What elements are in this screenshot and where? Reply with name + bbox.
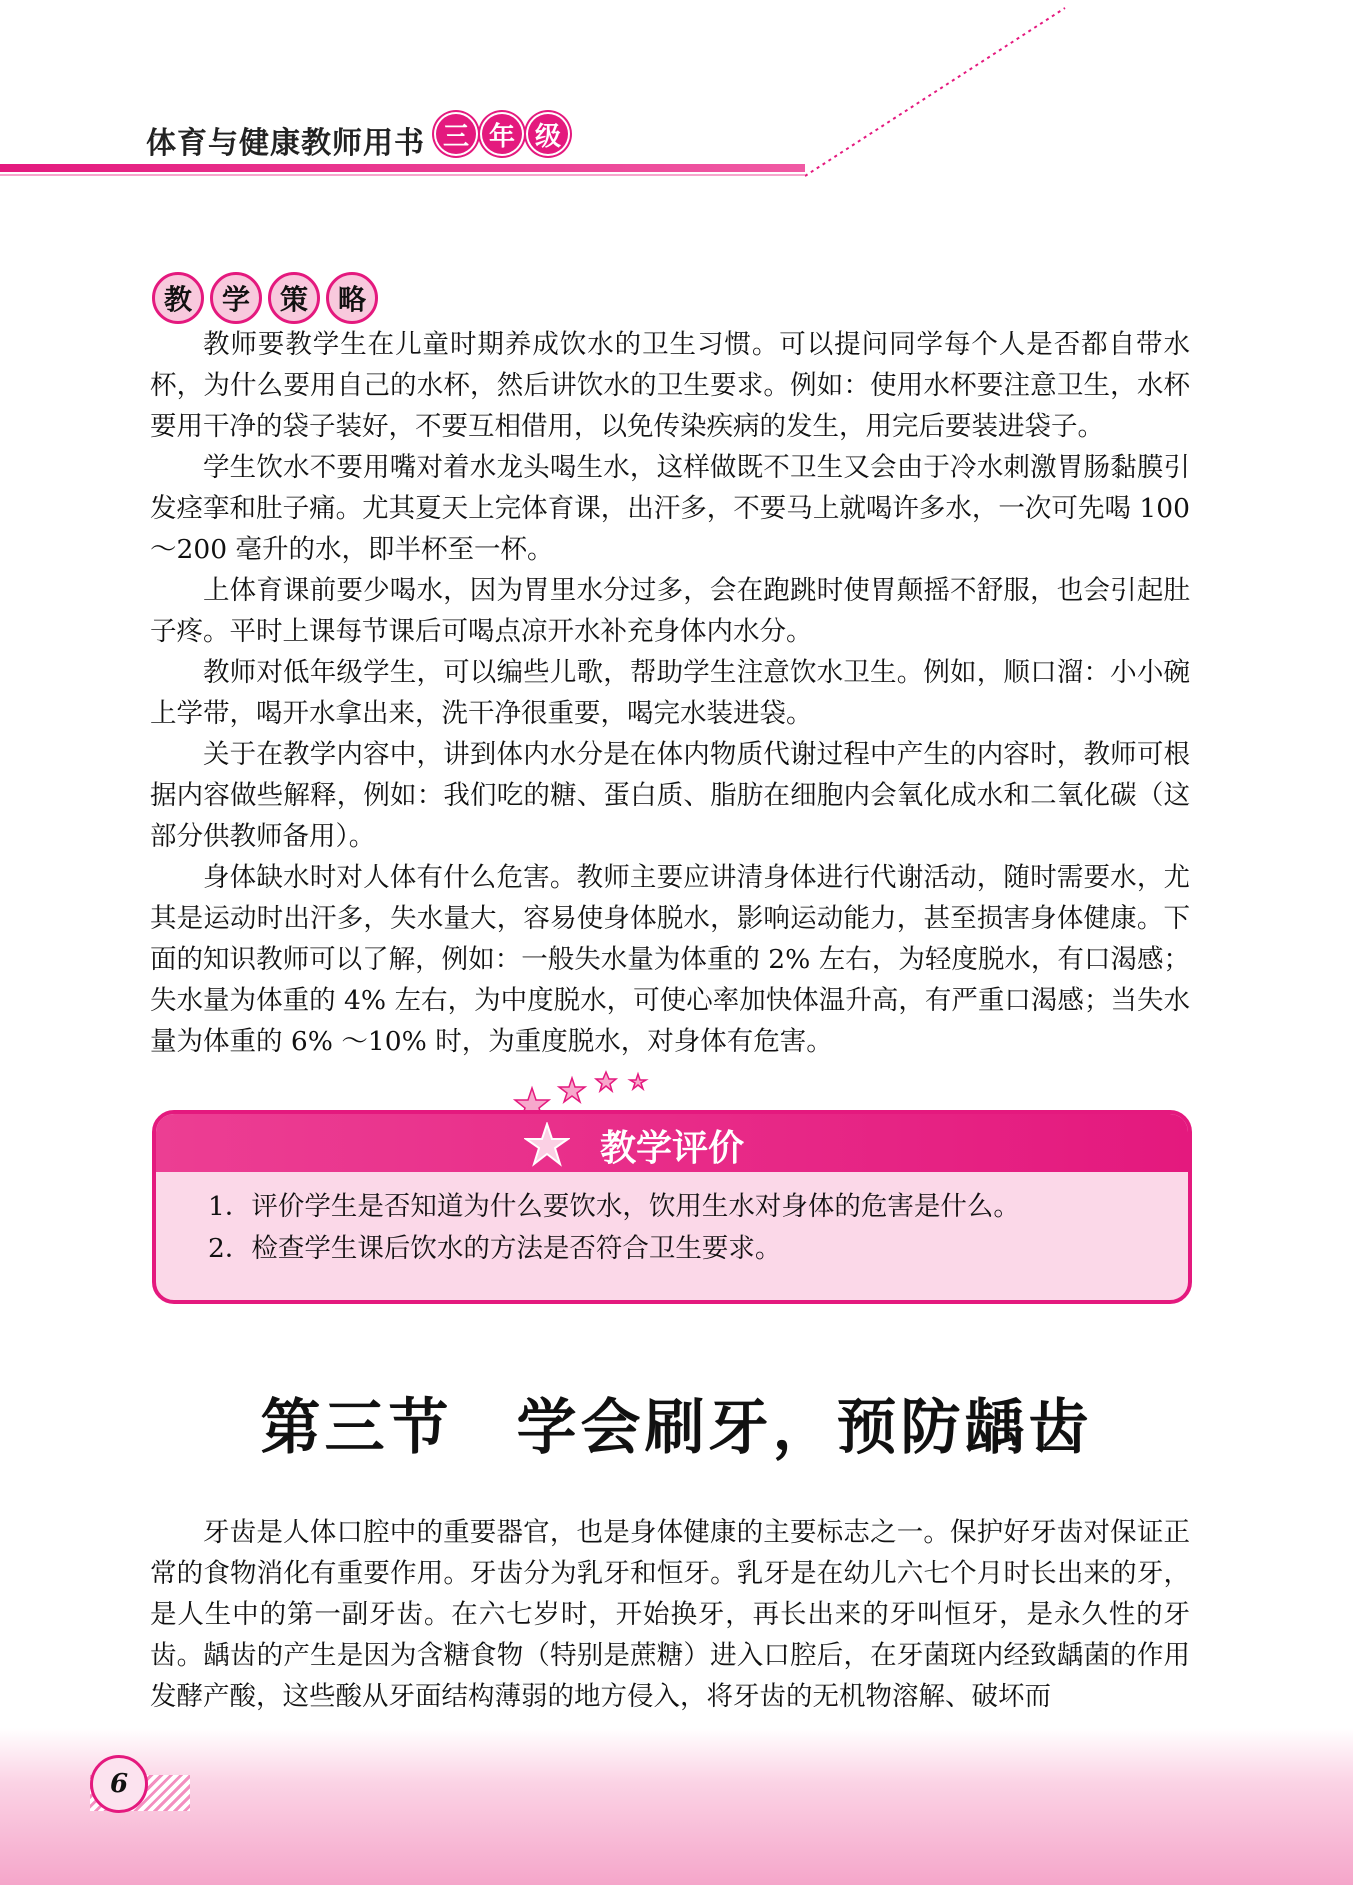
badge-char: 略: [326, 272, 378, 324]
evaluation-title: 教学评价: [599, 1128, 744, 1169]
grade-badge: [436, 114, 568, 154]
badge-char: 教: [152, 272, 204, 324]
footer-band: [0, 1728, 1353, 1885]
header-bar: [0, 164, 805, 172]
strategy-paragraph: 关于在教学内容中，讲到体内水分是在体内物质代谢过程中产生的内容时，教师可根据内容做些解释，例如：我们吃的糖、蛋白质、脂肪在细胞内会氧化成水和二氧化碳（这部分供教师备用）。: [150, 739, 1190, 852]
strategy-badge: [152, 272, 378, 324]
strategy-text: [150, 324, 1190, 1062]
evaluation-item: 1．评价学生是否知道为什么要饮水，饮用生水对身体的危害是什么。: [208, 1191, 1020, 1222]
header-bar-thin: [0, 174, 805, 176]
badge-char: 学: [210, 272, 262, 324]
strategy-paragraph: 教师对低年级学生，可以编些儿歌，帮助学生注意饮水卫生。例如，顺口溜：小小碗上学带，喝开水拿出来，洗干净很重要，喝完水装进袋。: [150, 657, 1190, 729]
evaluation-box: [152, 1110, 1192, 1304]
section-title: 第三节 学会刷牙，预防龋齿: [260, 1393, 1093, 1463]
section-paragraph: 牙齿是人体口腔中的重要器官，也是身体健康的主要标志之一。保护好牙齿对保证正常的食物消化有重要作用。牙齿分为乳牙和恒牙。乳牙是在幼儿六七个月时长出来的牙，是人生中的第一副牙齿。在六七岁时，开始换牙，再长出来的牙叫恒牙，是永久性的牙齿。龋齿的产生是因为含糖食物（特别是蔗糖）进入口腔后，在牙菌斑内经致龋菌的作用发酵产酸，这些酸从牙面结构薄弱的地方侵入，将牙齿的无机物溶解、破坏而: [150, 1517, 1190, 1712]
page-number: 6: [90, 1755, 148, 1813]
evaluation-list: [208, 1186, 1020, 1270]
grade-char: 级: [528, 114, 568, 154]
strategy-paragraph: 上体育课前要少喝水，因为胃里水分过多，会在跑跳时使胃颠摇不舒服，也会引起肚子疼。平时上课每节课后可喝点凉开水补充身体内水分。: [150, 575, 1190, 647]
badge-char: 策: [268, 272, 320, 324]
strategy-paragraph: 身体缺水时对人体有什么危害。教师主要应讲清身体进行代谢活动，随时需要水，尤其是运动时出汗多，失水量大，容易使身体脱水，影响运动能力，甚至损害身体健康。下面的知识教师可以了解，例如：一般失水量为体重的 2% 左右，为轻度脱水，有口渴感；失水量为体重的 4% 左右，为中度脱水，可使心率加快体温升高，有严重口渴感；当失水量为体重的 6% ～10% 时，为重度脱水，对身体有危害。: [150, 862, 1190, 1057]
star-icon: [630, 1074, 646, 1089]
book-title: 体育与健康教师用书: [146, 126, 425, 161]
star-icon: [559, 1078, 585, 1102]
evaluation-item: 2．检查学生课后饮水的方法是否符合卫生要求。: [208, 1233, 782, 1264]
strategy-paragraph: 教师要教学生在儿童时期养成饮水的卫生习惯。可以提问同学每个人是否都自带水杯，为什么要用自己的水杯，然后讲饮水的卫生要求。例如：使用水杯要注意卫生，水杯要用干净的袋子装好，不要互相借用，以免传染疾病的发生，用完后要装进袋子。: [150, 329, 1190, 442]
grade-char: 年: [482, 114, 522, 154]
strategy-paragraph: 学生饮水不要用嘴对着水龙头喝生水，这样做既不卫生又会由于冷水刺激胃肠黏膜引发痉挛和肚子痛。尤其夏天上完体育课，出汗多，不要马上就喝许多水，一次可先喝 100～200 毫升的水，即半杯至一杯。: [150, 452, 1190, 565]
star-icon: [596, 1072, 616, 1091]
section-text: [150, 1512, 1190, 1717]
grade-char: 三: [436, 114, 476, 154]
